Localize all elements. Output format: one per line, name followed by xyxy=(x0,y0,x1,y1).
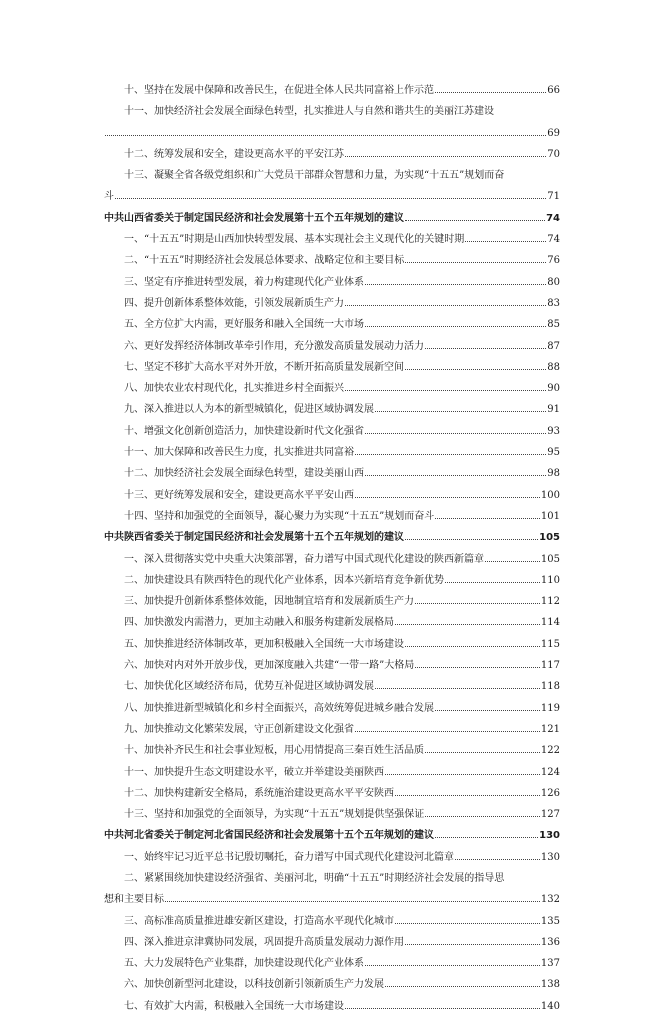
dot-leader xyxy=(345,156,546,157)
dot-leader xyxy=(345,390,546,391)
toc-entry[interactable] xyxy=(104,740,560,761)
toc-entry-title: 三、高标准高质量推进雄安新区建设，打造高水平现代化城市 xyxy=(124,915,394,927)
toc-heading[interactable] xyxy=(104,825,560,846)
dot-leader xyxy=(345,1008,540,1009)
dot-leader xyxy=(405,944,540,945)
dot-leader xyxy=(345,305,546,306)
toc-page-number: 112 xyxy=(540,596,560,608)
toc-page-number: 98 xyxy=(547,468,560,480)
toc-entry-title: 三、坚定有序推进转型发展，着力构建现代化产业体系 xyxy=(124,276,364,288)
toc-entry[interactable] xyxy=(104,655,560,676)
toc-page-number: 101 xyxy=(540,510,560,522)
toc-entry-title: 十三、更好统筹发展和安全，建设更高水平平安山西 xyxy=(124,489,354,501)
dot-leader xyxy=(415,603,540,604)
toc-entry-title: 十三、坚持和加强党的全面领导，为实现“十五五”规划提供坚强保证 xyxy=(124,809,425,821)
toc-entry-title-line: 十一、加快经济社会发展全面绿色转型，扎实推进人与自然和谐共生的美丽江苏建设 xyxy=(124,106,494,118)
toc-entry[interactable] xyxy=(104,974,560,995)
toc-entry[interactable] xyxy=(104,272,560,293)
dot-leader xyxy=(405,539,538,540)
toc-entry-title: 十二、统筹发展和安全，建设更高水平的平安江苏 xyxy=(124,148,344,160)
table-of-contents xyxy=(104,80,560,1017)
toc-entry-title: 五、大力发展特色产业集群，加快建设现代化产业体系 xyxy=(124,958,364,970)
toc-entry[interactable] xyxy=(104,421,560,442)
toc-page-number: 95 xyxy=(547,447,560,459)
toc-heading[interactable] xyxy=(104,208,560,229)
dot-leader xyxy=(435,837,538,838)
toc-entry[interactable] xyxy=(104,399,560,420)
toc-entry[interactable] xyxy=(104,549,560,570)
dot-leader xyxy=(375,411,546,412)
toc-entry-title: 十四、坚持和加强党的全面领导，凝心聚力为实现“十五五”规划而奋斗 xyxy=(124,510,435,522)
toc-page-number: 138 xyxy=(540,979,560,991)
toc-entry[interactable] xyxy=(104,357,560,378)
toc-entry[interactable] xyxy=(104,612,560,633)
toc-entry[interactable] xyxy=(104,591,560,612)
dot-leader xyxy=(385,986,540,987)
toc-page-number: 118 xyxy=(540,681,560,693)
dot-leader xyxy=(355,731,540,732)
toc-entry[interactable] xyxy=(104,336,560,357)
toc-entry-title: 五、加快推进经济体制改革，更加积极融入全国统一大市场建设 xyxy=(124,638,404,650)
toc-page-number: 130 xyxy=(539,830,560,842)
toc-page-number: 93 xyxy=(547,425,560,437)
toc-page-number: 122 xyxy=(540,745,560,757)
toc-page-number: 124 xyxy=(540,766,560,778)
toc-entry[interactable] xyxy=(104,953,560,974)
toc-page-number: 136 xyxy=(540,936,560,948)
toc-entry-title: 四、加快激发内需潜力，更加主动融入和服务构建新发展格局 xyxy=(124,617,394,629)
toc-entry[interactable] xyxy=(104,847,560,868)
toc-heading-title: 中共山西省委关于制定国民经济和社会发展第十五个五年规划的建议 xyxy=(104,212,404,224)
toc-entry-title: 三、加快提升创新体系整体效能，因地制宜培育和发展新质生产力 xyxy=(124,596,414,608)
dot-leader xyxy=(435,518,540,519)
toc-entry[interactable] xyxy=(104,485,560,506)
toc-entry[interactable] xyxy=(104,570,560,591)
toc-entry[interactable] xyxy=(104,463,560,484)
toc-entry-title: 二、加快建设具有陕西特色的现代化产业体系，因本兴新培育竞争新优势 xyxy=(124,574,444,586)
toc-entry-title: 八、加快农业农村现代化，扎实推进乡村全面振兴 xyxy=(124,383,344,395)
dot-leader xyxy=(465,241,546,242)
toc-page-number: 117 xyxy=(540,660,560,672)
toc-entry-title: 十、增强文化创新创造活力，加快建设新时代文化强省 xyxy=(124,425,364,437)
toc-entry[interactable] xyxy=(104,250,560,271)
toc-entry[interactable] xyxy=(104,229,560,250)
toc-entry[interactable] xyxy=(104,293,560,314)
toc-page-number: 66 xyxy=(547,85,560,96)
toc-heading-title: 中共河北省委关于制定河北省国民经济和社会发展第十五个五年规划的建议 xyxy=(104,830,434,842)
toc-page-number: 135 xyxy=(540,915,560,927)
dot-leader xyxy=(365,475,546,476)
dot-leader xyxy=(115,198,546,199)
toc-page-number: 105 xyxy=(540,553,560,565)
toc-entry-title: 七、有效扩大内需，积极融入全国统一大市场建设 xyxy=(124,1000,344,1012)
toc-page-number: 87 xyxy=(547,340,560,352)
toc-entry-title: 四、深入推进京津冀协同发展，巩固提升高质量发展动力源作用 xyxy=(124,936,404,948)
toc-entry[interactable] xyxy=(104,719,560,740)
dot-leader xyxy=(405,369,546,370)
toc-entry-title: 十、加快补齐民生和社会事业短板，用心用情提高三秦百姓生活品质 xyxy=(124,745,424,757)
dot-leader xyxy=(395,923,540,924)
toc-page-number: 137 xyxy=(540,958,560,970)
toc-entry[interactable] xyxy=(104,165,560,208)
toc-page-number: 132 xyxy=(540,894,560,906)
dot-leader xyxy=(415,667,540,668)
toc-page-number: 88 xyxy=(547,361,560,373)
toc-page-number: 70 xyxy=(547,148,560,160)
toc-entry-title: 一、始终牢记习近平总书记殷切嘱托，奋力谱写中国式现代化建设河北篇章 xyxy=(124,851,454,863)
toc-entry-title: 九、加快推动文化繁荣发展，守正创新建设文化强省 xyxy=(124,723,354,735)
toc-page-number: 114 xyxy=(540,617,560,629)
toc-heading-title: 中共陕西省委关于制定国民经济和社会发展第十五个五年规划的建议 xyxy=(104,532,404,544)
toc-entry-title: 七、坚定不移扩大高水平对外开放，不断开拓高质量发展新空间 xyxy=(124,361,404,373)
toc-page-number: 140 xyxy=(540,1000,560,1012)
dot-leader xyxy=(445,582,540,583)
dot-leader xyxy=(435,710,540,711)
toc-entry-title: 六、更好发挥经济体制改革牵引作用，充分激发高质量发展动力活力 xyxy=(124,340,424,352)
toc-entry-title: 十一、加快提升生态文明建设水平，破立并举建设美丽陕西 xyxy=(124,766,384,778)
toc-entry-title: 十二、加快经济社会发展全面绿色转型，建设美丽山西 xyxy=(124,468,364,480)
toc-entry-title-line: 二、紧紧围绕加快建设经济强省、美丽河北，明确“十五五”时期经济社会发展的指导思 xyxy=(124,872,505,884)
dot-leader xyxy=(405,220,545,221)
toc-entry-title: 五、全方位扩大内需，更好服务和融入全国统一大市场 xyxy=(124,319,364,331)
toc-entry[interactable] xyxy=(104,932,560,953)
dot-leader xyxy=(425,816,540,817)
toc-page-number: 74 xyxy=(547,234,560,246)
toc-entry-title: 九、深入推进以人为本的新型城镇化，促进区域协调发展 xyxy=(124,404,374,416)
toc-page-number: 71 xyxy=(547,191,560,203)
toc-heading[interactable] xyxy=(104,527,560,548)
toc-entry[interactable] xyxy=(104,996,560,1017)
toc-entry[interactable] xyxy=(104,783,560,804)
toc-entry-title-continuation: 斗 xyxy=(104,191,114,203)
dot-leader xyxy=(365,284,546,285)
toc-page-number: 115 xyxy=(540,638,560,650)
dot-leader xyxy=(395,624,540,625)
toc-page-number: 69 xyxy=(547,127,560,139)
toc-entry-title: 十一、加大保障和改善民生力度，扎实推进共同富裕 xyxy=(124,447,354,459)
dot-leader xyxy=(365,326,546,327)
dot-leader xyxy=(385,774,540,775)
toc-entry[interactable] xyxy=(104,804,560,825)
toc-entry[interactable] xyxy=(104,506,560,527)
toc-entry[interactable] xyxy=(104,101,560,144)
dot-leader xyxy=(395,795,540,796)
dot-leader xyxy=(365,433,546,434)
dot-leader xyxy=(425,348,546,349)
toc-page-number: 110 xyxy=(540,574,560,586)
toc-entry[interactable] xyxy=(104,868,560,911)
dot-leader xyxy=(435,92,546,93)
toc-entry-title: 四、提升创新体系整体效能，引领发展新质生产力 xyxy=(124,297,344,309)
toc-page-number: 100 xyxy=(540,489,560,501)
toc-page-number: 91 xyxy=(547,404,560,416)
toc-entry-title-continuation: 想和主要目标 xyxy=(104,894,164,906)
toc-entry-title-line: 十三、凝聚全省各级党组织和广大党员干部群众智慧和力量，为实现“十五五”规划而奋 xyxy=(124,170,505,182)
toc-page-number: 83 xyxy=(547,297,560,309)
dot-leader xyxy=(355,454,546,455)
dot-leader xyxy=(375,688,540,689)
toc-entry-title: 十、坚持在发展中保障和改善民生，在促进全体人民共同富裕上作示范 xyxy=(124,85,434,96)
toc-entry-title: 十二、加快构建新安全格局，系统施治建设更高水平平安陕西 xyxy=(124,787,394,799)
dot-leader xyxy=(425,752,540,753)
toc-entry-title: 一、深入贯彻落实党中央重大决策部署，奋力谱写中国式现代化建设的陕西新篇章 xyxy=(124,553,484,565)
toc-page-number: 76 xyxy=(547,255,560,267)
toc-entry[interactable] xyxy=(104,80,560,101)
toc-entry-title: 七、加快优化区域经济布局，优势互补促进区域协调发展 xyxy=(124,681,374,693)
toc-page-number: 85 xyxy=(547,319,560,331)
toc-entry-title: 八、加快推进新型城镇化和乡村全面振兴，高效统筹促进城乡融合发展 xyxy=(124,702,434,714)
toc-page-number: 80 xyxy=(547,276,560,288)
toc-page-number: 121 xyxy=(540,723,560,735)
toc-page-number: 105 xyxy=(539,532,560,544)
dot-leader xyxy=(405,262,546,263)
toc-entry[interactable] xyxy=(104,676,560,697)
dot-leader xyxy=(105,135,546,136)
dot-leader xyxy=(485,561,540,562)
dot-leader xyxy=(365,965,540,966)
toc-page-number: 127 xyxy=(540,809,560,821)
toc-entry[interactable] xyxy=(104,911,560,932)
toc-entry[interactable] xyxy=(104,378,560,399)
toc-page-number: 74 xyxy=(546,212,560,224)
toc-entry[interactable] xyxy=(104,314,560,335)
toc-entry[interactable] xyxy=(104,698,560,719)
toc-entry[interactable] xyxy=(104,634,560,655)
toc-entry-title: 一、“十五五”时期是山西加快转型发展、基本实现社会主义现代化的关键时期 xyxy=(124,234,465,246)
toc-entry[interactable] xyxy=(104,144,560,165)
dot-leader xyxy=(455,859,540,860)
toc-page-number: 90 xyxy=(547,383,560,395)
toc-entry-title: 六、加快对内对外开放步伐，更加深度融入共建“一带一路”大格局 xyxy=(124,660,415,672)
dot-leader xyxy=(355,497,540,498)
toc-entry[interactable] xyxy=(104,442,560,463)
toc-entry[interactable] xyxy=(104,762,560,783)
toc-page-number: 130 xyxy=(540,851,560,863)
toc-page-number: 126 xyxy=(540,787,560,799)
toc-page-number: 119 xyxy=(540,702,560,714)
dot-leader xyxy=(405,646,540,647)
dot-leader xyxy=(165,901,540,902)
toc-entry-title: 二、“十五五”时期经济社会发展总体要求、战略定位和主要目标 xyxy=(124,255,405,267)
toc-entry-title: 六、加快创新型河北建设，以科技创新引领新质生产力发展 xyxy=(124,979,384,991)
